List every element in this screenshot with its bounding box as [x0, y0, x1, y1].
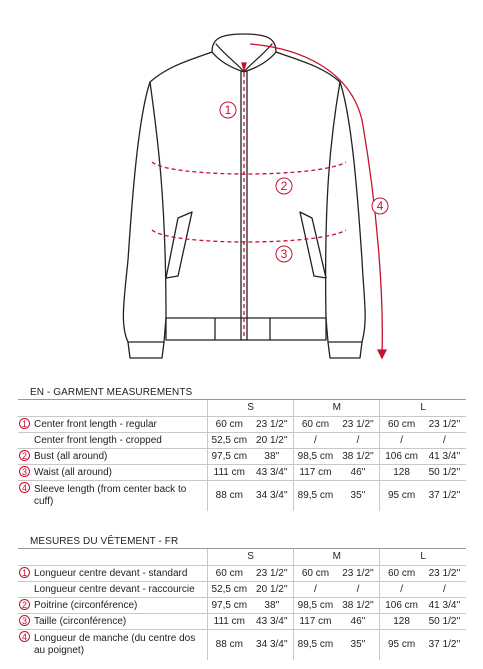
measurement-table: [18, 400, 466, 511]
cell: /: [337, 433, 380, 449]
table-row: [18, 614, 466, 630]
cell: 97,5 cm: [208, 449, 251, 465]
cell: 38 1/2'': [337, 449, 380, 465]
row-label: Poitrine (circonférence): [33, 598, 208, 614]
measurement-table: [18, 549, 466, 660]
table-row: [18, 449, 466, 465]
cell: 60 cm: [208, 417, 251, 433]
cell: 98,5 cm: [294, 449, 337, 465]
cell: 43 3/4'': [251, 465, 294, 481]
size-l: L: [380, 400, 466, 417]
cell: 50 1/2'': [423, 465, 466, 481]
marker-badge: 4: [19, 631, 30, 642]
cell: /: [380, 433, 423, 449]
cell: 111 cm: [208, 614, 251, 630]
cell: 60 cm: [294, 417, 337, 433]
cell: 37 1/2'': [423, 481, 466, 512]
cell: /: [294, 433, 337, 449]
cell: 106 cm: [380, 449, 423, 465]
cell: 46'': [337, 614, 380, 630]
section-en: [18, 386, 466, 511]
size-m: M: [294, 549, 380, 566]
row-label: Longueur de manche (du centre dos au poignet): [33, 630, 208, 661]
marker-badge: 2: [19, 450, 30, 461]
table-row: [18, 582, 466, 598]
row-label: Center front length - cropped: [33, 433, 208, 449]
cell: 38'': [251, 449, 294, 465]
cell: 20 1/2'': [251, 582, 294, 598]
table-row: [18, 465, 466, 481]
cell: 89,5 cm: [294, 630, 337, 661]
size-l: L: [380, 549, 466, 566]
size-header-row: [18, 549, 466, 566]
marker-badge: 3: [19, 466, 30, 477]
cell: 97,5 cm: [208, 598, 251, 614]
section-fr: [18, 535, 466, 660]
size-m: M: [294, 400, 380, 417]
marker-badge: 1: [19, 567, 30, 578]
cell: 38'': [251, 598, 294, 614]
cell: 128: [380, 465, 423, 481]
cell: 88 cm: [208, 481, 251, 512]
measurement-lines: [152, 44, 386, 358]
cell: 88 cm: [208, 630, 251, 661]
cell: 52,5 cm: [208, 433, 251, 449]
cell: 128: [380, 614, 423, 630]
row-label: Center front length - regular: [33, 417, 208, 433]
table-row: [18, 630, 466, 661]
cell: 117 cm: [294, 614, 337, 630]
cell: 50 1/2'': [423, 614, 466, 630]
cell: /: [380, 582, 423, 598]
section-title: MESURES DU VÊTEMENT - FR: [18, 535, 466, 549]
table-row: [18, 417, 466, 433]
cell: /: [337, 582, 380, 598]
size-s: S: [208, 549, 294, 566]
marker-2: 2: [280, 179, 288, 193]
cell: 41 3/4'': [423, 449, 466, 465]
cell: 111 cm: [208, 465, 251, 481]
cell: 23 1/2'': [251, 566, 294, 582]
section-title: EN - GARMENT MEASUREMENTS: [18, 386, 466, 400]
marker-4: 4: [376, 199, 384, 213]
marker-1: 1: [224, 103, 232, 117]
row-label: Bust (all around): [33, 449, 208, 465]
cell: 52,5 cm: [208, 582, 251, 598]
cell: 38 1/2'': [337, 598, 380, 614]
cell: 41 3/4'': [423, 598, 466, 614]
cell: 117 cm: [294, 465, 337, 481]
cell: 35'': [337, 481, 380, 512]
cell: 35'': [337, 630, 380, 661]
marker-badge: 2: [19, 599, 30, 610]
cell: 60 cm: [380, 566, 423, 582]
cell: 23 1/2'': [423, 417, 466, 433]
row-label: Longueur centre devant - standard: [33, 566, 208, 582]
cell: 43 3/4'': [251, 614, 294, 630]
row-label: Sleeve length (from center back to cuff): [33, 481, 208, 512]
table-row: [18, 481, 466, 512]
table-row: [18, 598, 466, 614]
cell: 23 1/2'': [251, 417, 294, 433]
marker-3: 3: [280, 247, 288, 261]
table-row: [18, 433, 466, 449]
cell: 23 1/2'': [337, 417, 380, 433]
cell: /: [294, 582, 337, 598]
cell: 60 cm: [294, 566, 337, 582]
cell: 34 3/4'': [251, 630, 294, 661]
cell: 60 cm: [380, 417, 423, 433]
cell: 34 3/4'': [251, 481, 294, 512]
cell: /: [423, 582, 466, 598]
cell: 46'': [337, 465, 380, 481]
cell: 98,5 cm: [294, 598, 337, 614]
cell: 89,5 cm: [294, 481, 337, 512]
table-row: [18, 566, 466, 582]
cell: 60 cm: [208, 566, 251, 582]
cell: 106 cm: [380, 598, 423, 614]
marker-badge: 3: [19, 615, 30, 626]
marker-badge: 4: [19, 482, 30, 493]
cell: 37 1/2'': [423, 630, 466, 661]
marker-badge: 1: [19, 418, 30, 429]
cell: 95 cm: [380, 481, 423, 512]
row-label: Longueur centre devant - raccourcie: [33, 582, 208, 598]
row-label: Taille (circonférence): [33, 614, 208, 630]
size-header-row: [18, 400, 466, 417]
cell: 23 1/2'': [423, 566, 466, 582]
cell: 95 cm: [380, 630, 423, 661]
cell: 20 1/2'': [251, 433, 294, 449]
cell: 23 1/2'': [337, 566, 380, 582]
row-label: Waist (all around): [33, 465, 208, 481]
cell: /: [423, 433, 466, 449]
size-s: S: [208, 400, 294, 417]
